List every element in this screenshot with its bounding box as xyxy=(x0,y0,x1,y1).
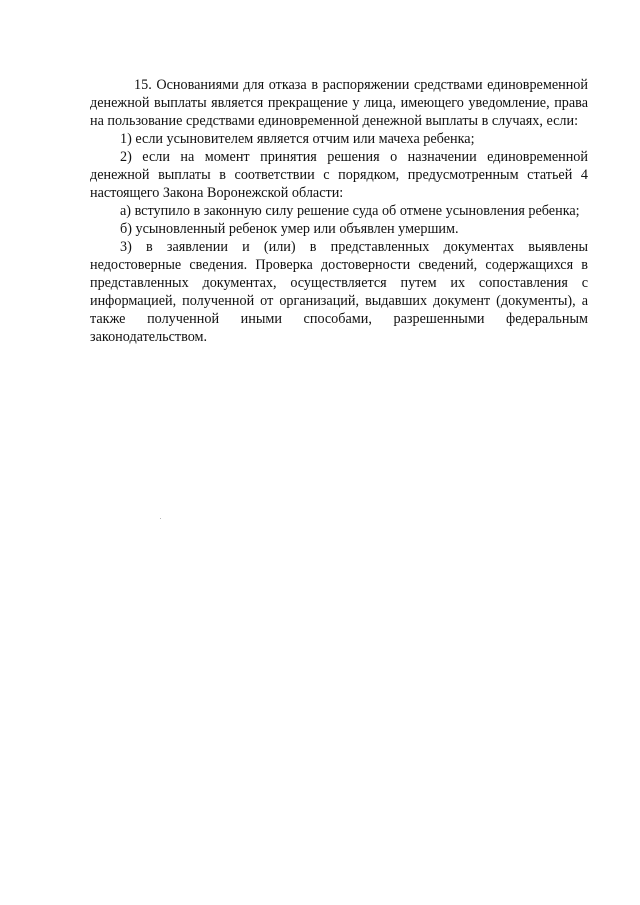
scan-speck xyxy=(160,518,161,519)
paragraph-subitem-1: 1) если усыновителем является отчим или мачеха ребенка; xyxy=(120,131,475,147)
paragraph-subitem-3: 3) в заявлении и (или) в представленных документах выявлены недостоверные сведения. Проверка достоверности сведений, содержащихся в представленных документах, осуществляется путем их сопоставления с информацией, полученной от организаций, выдавших документ (документы), а также полученной иными способами, разрешенными федеральным законодательством. xyxy=(90,239,588,345)
paragraph-subitem-2b: б) усыновленный ребенок умер или объявлен умершим. xyxy=(120,221,459,237)
paragraph-subitem-2: 2) если на момент принятия решения о назначении единовременной денежной выплаты в соответствии с порядком, предусмотренным статьей 4 настоящего Закона Воронежской области: xyxy=(90,149,588,201)
document-body xyxy=(90,76,588,346)
paragraph-item-15: 15. Основаниями для отказа в распоряжении средствами единовременной денежной выплаты является прекращение у лица, имеющего уведомление, права на пользование средствами единовременной денежной выплаты в случаях, если: xyxy=(90,77,588,129)
paragraph-subitem-2a: а) вступило в законную силу решение суда об отмене усыновления ребенка; xyxy=(120,203,580,219)
